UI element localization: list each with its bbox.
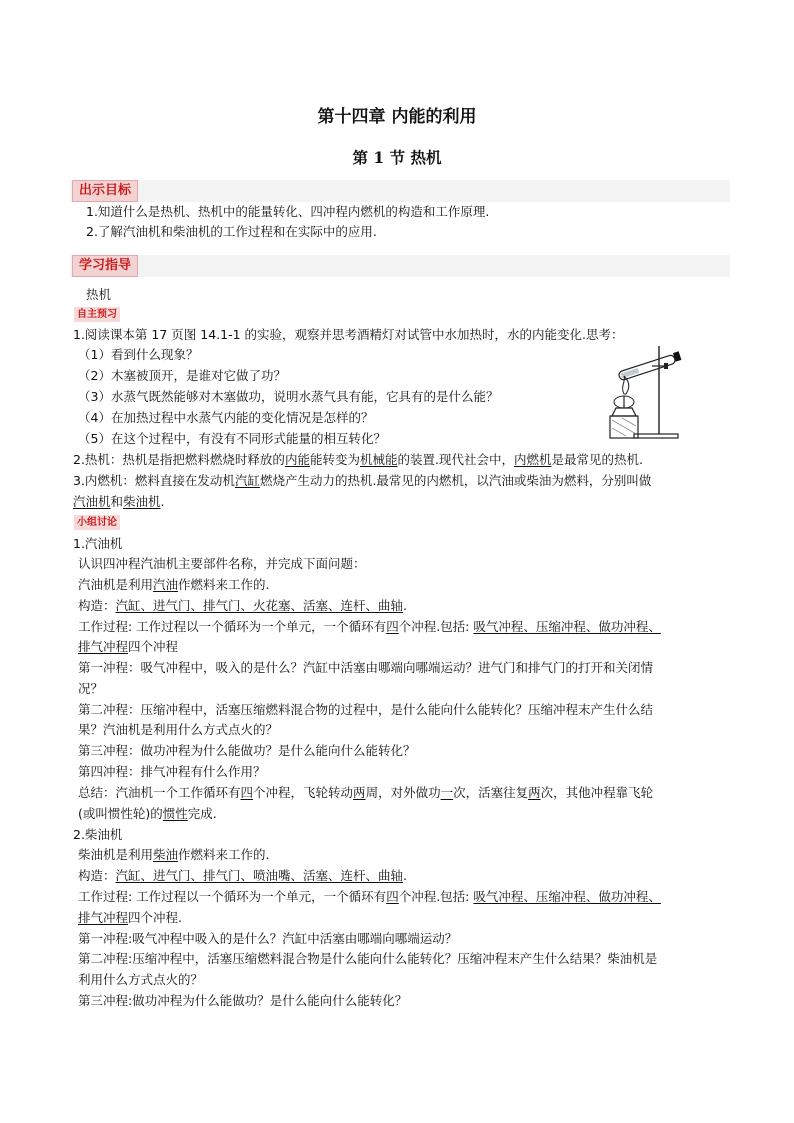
text-fragment: 柴油机是利用 — [78, 847, 154, 862]
text-fragment: 的装置.现代社会中， — [397, 452, 514, 467]
diesel-fuel — [78, 846, 270, 864]
answer-four: 四 — [240, 785, 254, 800]
objective-item: 1.知道什么是热机、热机中的能量转化、四冲程内燃机的构造和工作原理. — [86, 204, 490, 219]
text-fragment: 构造： — [78, 598, 116, 613]
answer-four: 四 — [386, 889, 399, 904]
stroke-question: 第二冲程:压缩冲程中，活塞压缩燃料混合物是什么能向什么能转化？压缩冲程末产生什么结果？柴油机是 — [78, 951, 658, 966]
diesel-heading: 2.柴油机 — [73, 827, 123, 842]
objectives-header-bar — [70, 180, 730, 202]
text-fragment: 工作过程: 工作过程以一个循环为一个单元，一个循环有 — [78, 889, 387, 904]
answer-internal-combustion-engine: 内燃机 — [513, 452, 552, 467]
diesel-structure — [78, 867, 407, 885]
topic-heading: 热机 — [86, 287, 112, 302]
question-item: （1）看到什么现象？ — [78, 347, 199, 362]
gasoline-process-continued — [78, 638, 178, 656]
stroke-question: 第三冲程：做功冲程为什么能做功？是什么能向什么能转化？ — [78, 743, 416, 758]
answer-diesel: 柴油 — [153, 847, 179, 862]
gasoline-heading: 1.汽油机 — [73, 536, 123, 551]
answer-internal-energy: 内能 — [284, 452, 310, 467]
answer-gasoline: 汽油 — [153, 577, 179, 592]
stroke-question: 况？ — [78, 681, 104, 696]
text-fragment: 个冲程，飞轮转动 — [253, 785, 354, 800]
gasoline-structure — [78, 597, 407, 615]
text-fragment: 作燃料来工作的. — [178, 847, 270, 862]
gasoline-summary-continued — [78, 805, 217, 823]
text-fragment: 工作过程: 工作过程以一个循环为一个单元，一个循环有 — [78, 619, 387, 634]
text-fragment: 四个冲程. — [128, 910, 182, 925]
answer-exhaust-stroke: 排气冲程 — [78, 910, 129, 925]
chapter-title: 第十四章 内能的利用 — [317, 107, 477, 127]
group-discussion-tag: 小组讨论 — [74, 515, 120, 530]
question-item: （5）在这个过程中，有没有不同形式能量的相互转化？ — [78, 431, 386, 446]
text-fragment: 四个冲程 — [128, 639, 179, 654]
answer-cylinder: 汽缸 — [234, 473, 260, 488]
gasoline-fuel — [78, 576, 270, 594]
stroke-question: 果？汽油机是利用什么方式点火的？ — [78, 722, 279, 737]
question-item: （3）水蒸气既然能够对木塞做功，说明水蒸气具有能，它具有的是什么能？ — [78, 389, 499, 404]
text-fragment: . — [403, 598, 408, 613]
answer-strokes: 吸气冲程、压缩冲程、做功冲程、 — [473, 889, 661, 904]
answer-mechanical-energy: 机械能 — [359, 452, 398, 467]
text-fragment: 燃烧产生动力的热机.最常见的内燃机，以汽油或柴油为燃料，分别叫做 — [259, 473, 652, 488]
answer-gasoline-engine: 汽油机 — [73, 494, 111, 509]
answer-two: 两 — [528, 785, 541, 800]
answer-parts: 汽缸、进气门、排气门、火花塞、活塞、连杆、曲轴 — [115, 598, 404, 613]
text-fragment: 周，对外做功 — [365, 785, 441, 800]
answer-two: 两 — [353, 785, 366, 800]
self-preview-tag: 自主预习 — [74, 307, 120, 322]
text-fragment: 是最常见的热机. — [551, 452, 643, 467]
text-fragment: 汽油机是利用 — [78, 577, 154, 592]
stroke-question: 第三冲程:做功冲程为什么能做功？是什么能向什么能转化？ — [78, 993, 408, 1008]
stroke-question: 第一冲程：吸气冲程中，吸入的是什么？汽缸中活塞由哪端向哪端运动？进气门和排气门的打开和关闭情 — [78, 660, 654, 675]
guide-tag: 学习指导 — [72, 255, 138, 277]
answer-parts: 汽缸、进气门、排气门、喷油嘴、活塞、连杆、曲轴 — [115, 868, 404, 883]
text-fragment: 个冲程.包括: — [398, 619, 474, 634]
text-fragment: 个冲程.包括: — [398, 889, 474, 904]
text-fragment: 2.热机：热机是指把燃料燃烧时释放的 — [73, 452, 285, 467]
text-fragment: 次，其他冲程靠飞轮 — [540, 785, 654, 800]
text-fragment: 构造： — [78, 868, 116, 883]
text-fragment: 3.内燃机：燃料直接在发动机 — [73, 473, 235, 488]
test-tube-heating-figure — [604, 338, 682, 442]
objectives-tag: 出示目标 — [72, 180, 138, 202]
text-fragment: 总结：汽油机一个工作循环有 — [78, 785, 241, 800]
gasoline-intro: 认识四冲程汽油机主要部件名称，并完成下面问题： — [78, 556, 366, 571]
answer-inertia: 惯性 — [162, 806, 188, 821]
stroke-question: 第二冲程：压缩冲程中，活塞压缩燃料混合物的过程中，是什么能向什么能转化？压缩冲程末产生什么结 — [78, 702, 654, 717]
section-title: 第 1 节 热机 — [352, 148, 442, 167]
ice-definition-continued — [73, 493, 165, 511]
answer-strokes: 吸气冲程、压缩冲程、做功冲程、 — [473, 619, 661, 634]
diesel-process — [78, 888, 661, 906]
text-fragment: (或叫惯性轮)的 — [78, 806, 163, 821]
answer-exhaust-stroke: 排气冲程 — [78, 639, 129, 654]
text-fragment: 和 — [110, 494, 124, 509]
gasoline-summary — [78, 784, 653, 802]
heat-engine-definition — [73, 451, 643, 469]
stroke-question: 第一冲程:吸气冲程中吸入的是什么？汽缸中活塞由哪端向哪端运动？ — [78, 931, 458, 946]
answer-diesel-engine: 柴油机 — [123, 494, 161, 509]
text-fragment: . — [403, 868, 408, 883]
text-fragment: 次，活塞往复 — [453, 785, 529, 800]
answer-one: 一 — [440, 785, 454, 800]
text-fragment: 能转变为 — [309, 452, 360, 467]
guide-header-bar — [70, 255, 730, 277]
text-fragment: 作燃料来工作的. — [178, 577, 270, 592]
stroke-question: 第四冲程：排气冲程有什么作用？ — [78, 764, 266, 779]
preview-paragraph: 1.阅读课本第 17 页图 14.1-1 的实验，观察并思考酒精灯对试管中水加热时，水的内能变化.思考： — [73, 327, 624, 342]
stroke-question: 利用什么方式点火的？ — [78, 972, 204, 987]
question-item: （2）木塞被顶开，是谁对它做了功？ — [78, 368, 286, 383]
text-fragment: . — [160, 494, 165, 509]
answer-four: 四 — [386, 619, 399, 634]
objective-item: 2.了解汽油机和柴油机的工作过程和在实际中的应用. — [86, 224, 377, 239]
gasoline-process — [78, 618, 661, 636]
text-fragment: 完成. — [187, 806, 217, 821]
diesel-process-continued — [78, 909, 182, 927]
ice-definition — [73, 472, 651, 490]
question-item: （4）在加热过程中水蒸气内能的变化情况是怎样的？ — [78, 410, 374, 425]
